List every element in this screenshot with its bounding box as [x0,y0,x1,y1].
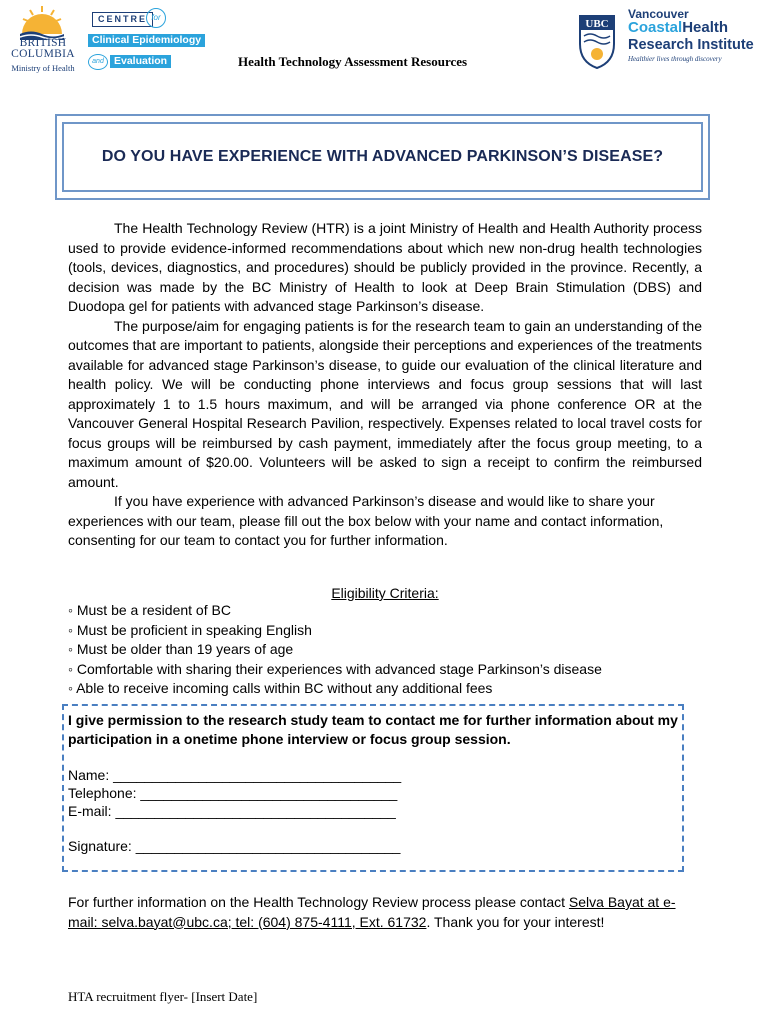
eligibility-heading [68,585,702,601]
permission-statement: I give permission to the research study team to contact me for further information about my participation in a onetime phone interview or focus group session. [68,712,678,747]
eligibility-item: ◦ Able to receive incoming calls within BC without any additional fees [68,680,493,696]
body-text [68,219,702,551]
eligibility-item: ◦ Must be a resident of BC [68,602,231,618]
ubc-shield-icon [578,14,616,70]
bc-logo-line3: Ministry of Health [11,63,75,73]
cce-logo-evaluation: Evaluation [110,55,171,68]
vch-research-logo [628,8,768,64]
vch-logo-coastal: Coastal [628,19,683,36]
title-box [62,122,703,192]
email-field[interactable]: E-mail: ____________________________________ [68,803,396,819]
eligibility-heading-text: Eligibility Criteria: [331,585,439,601]
header-title: Health Technology Assessment Resources [238,54,468,69]
paragraph-purpose: The purpose/aim for engaging patients is for the research team to gain an understanding of the outcomes that are important to patients, alongside their perceptions and experiences of the treatments available for advanced stage Parkinson’s disease, to guide our evaluation of the clinical literature and health policy. We will be conducting phone interviews and focus group sessions that will last approximately 1 to 1.5 hours maximum, and will be arranged via phone conference OR at the Vancouver General Hospital Research Pavilion, respectively. Expenses related to local travel costs for focus groups will be reimbursed by cash payment, immediately after the focus group meeting, to a maximum amount of $20.00. Volunteers will be asked to sign a receipt to confirm the reimbursed amount. [68,317,702,490]
page-heading: DO YOU HAVE EXPERIENCE WITH ADVANCED PARKINSON’S DISEASE? [101,148,664,165]
contact-prefix: For further information on the Health Technology Review process please contact [68,894,569,910]
contact-suffix: . Thank you for your interest! [426,913,605,930]
cce-logo-for: for [146,8,166,28]
name-field[interactable]: Name: _____________________________________ [68,767,402,783]
cce-logo-clinical: Clinical Epidemiology [88,34,205,47]
eligibility-item: ◦ Must be proficient in speaking English [68,621,312,638]
cce-logo-and: and [88,54,108,70]
contact-link[interactable]: Selva Bayat at e-mail: selva.bayat@ubc.ca; tel: (604) 875-4111, Ext. 61732 [68,894,676,930]
eligibility-list [68,601,708,699]
vch-logo-tagline: Healthier lives through discovery [628,55,722,63]
bc-logo-line2: COLUMBIA [11,48,75,60]
paragraph-intro: The Health Technology Review (HTR) is a joint Ministry of Health and Health Authority process used to provide evidence-informed recommendations about which new non-drug health technologies (tools, devices, diagnostics, and procedures) should be publicly provided in the province. Recently, a decision was made by the BC Ministry of Health to look at Deep Brain Stimulation (DBS) and Duodopa gel for patients with advanced stage Parkinson’s disease. [68,220,702,314]
bc-ministry-logo [8,38,78,75]
signature-field[interactable]: Signature: __________________________________ [68,838,401,854]
contact-info [68,893,698,932]
ubc-logo-text: UBC [585,18,609,30]
vch-logo-line3: Research Institute [628,37,754,53]
bc-logo-line1: BRITISH [19,37,67,49]
paragraph-invitation: If you have experience with advanced Parkinson’s disease and would like to share your experiences with our team, please fill out the box below with your name and contact information, consenting for our team to contact you for further information. [68,493,664,548]
vch-logo-health: Health [682,19,729,36]
cce-logo [86,8,202,74]
vch-logo-line1: Vancouver [628,7,689,21]
eligibility-item: ◦ Must be older than 19 years of age [68,641,294,657]
telephone-field[interactable]: Telephone: _________________________________ [68,785,398,801]
eligibility-item: ◦ Comfortable with sharing their experiences with advanced stage Parkinson’s disease [68,660,602,677]
footer-text: HTA recruitment flyer- [Insert Date] [68,989,258,1004]
bc-sun-icon [20,4,64,40]
cce-logo-centre: CENTRE [92,12,153,27]
